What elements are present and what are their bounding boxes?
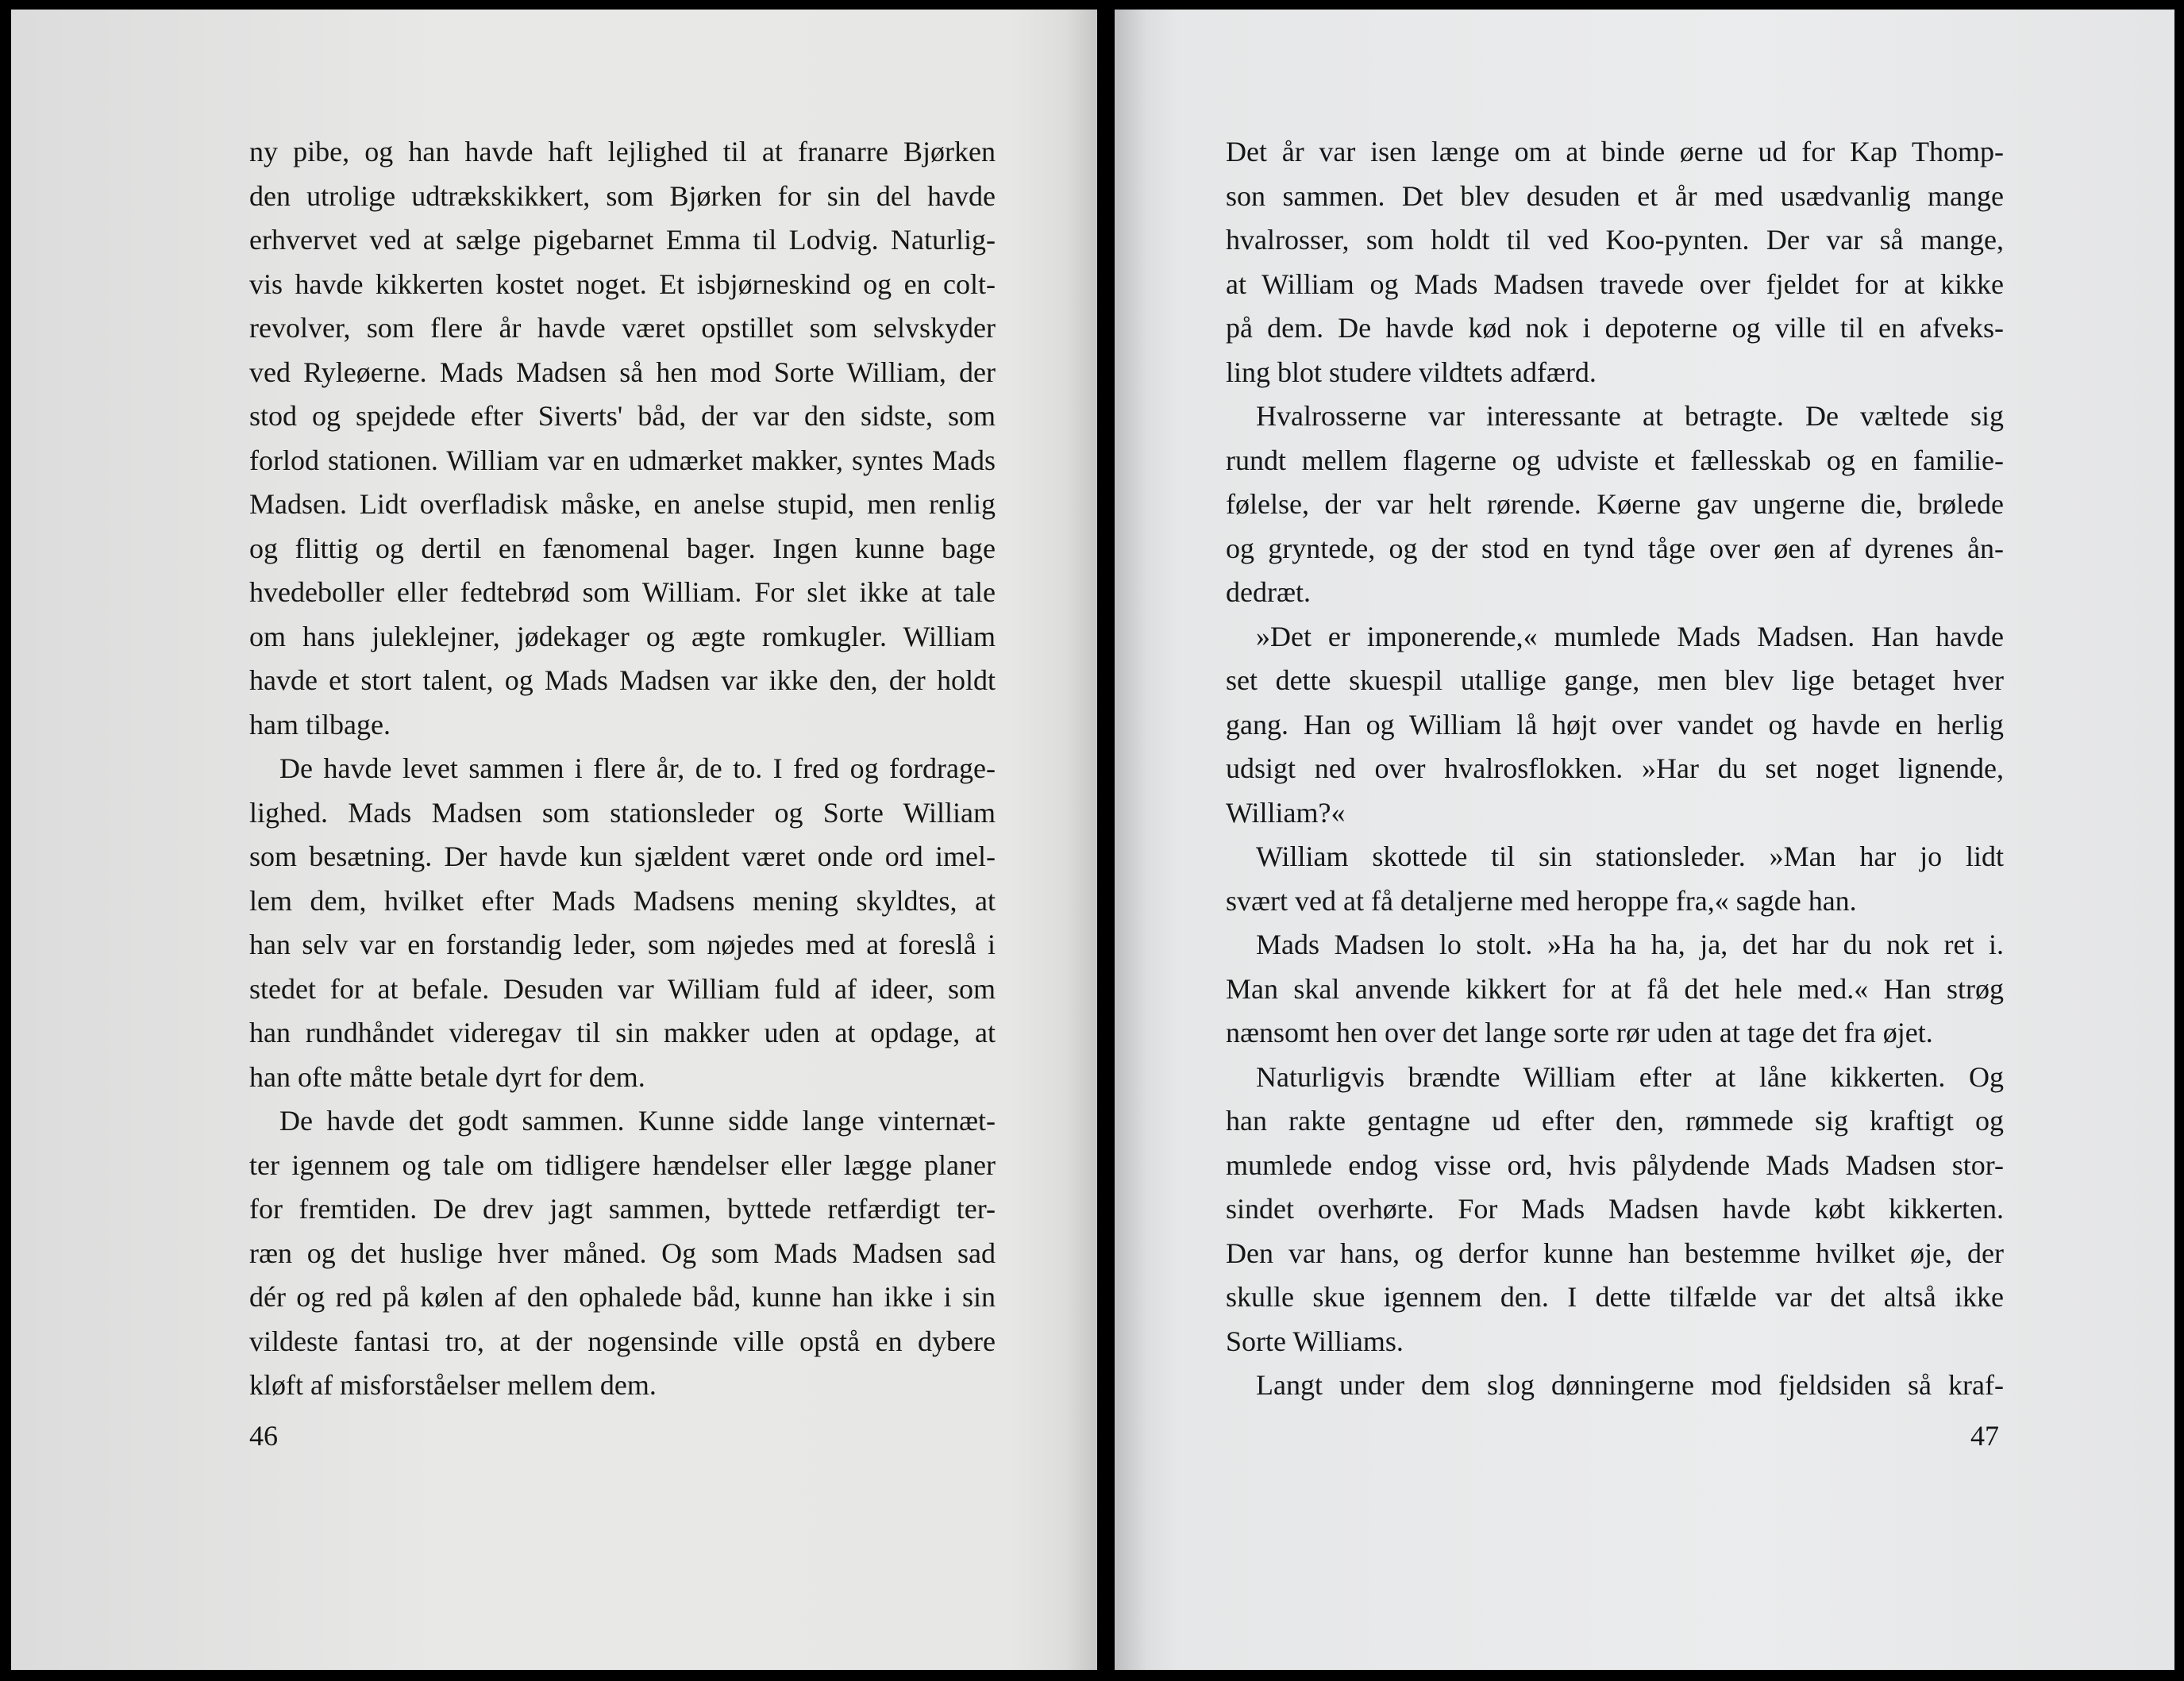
text-line: havde et stort talent, og Mads Madsen var ikke den, der holdt: [249, 664, 996, 696]
page-number: 46: [249, 1420, 278, 1452]
text-line: han rakte gentagne ud efter den, rømmede sig kraftigt og: [1226, 1105, 2004, 1137]
text-line: vis havde kikkerten kostet noget. Et isbjørneskind og en colt-: [249, 267, 996, 300]
text-line: Mads Madsen lo stolt. »Ha ha ha, ja, det har du nok ret i.: [1256, 929, 2004, 960]
text-line: stod og spejdede efter Siverts' båd, der var den sidste, som: [249, 400, 996, 432]
text-line: William?«: [1226, 796, 1346, 829]
text-line: kløft af misforståelser mellem dem.: [249, 1369, 657, 1401]
text-line: gang. Han og William lå højt over vandet og havde en herlig: [1226, 708, 2004, 740]
text-line: hvalrosser, som holdt til ved Koo-pynten. Der var så mange,: [1226, 224, 2004, 256]
text-line: Madsen. Lidt overfladisk måske, en anelse stupid, men renlig: [249, 488, 996, 520]
text-line: om hans juleklejner, jødekager og ægte romkugler. William: [249, 620, 996, 652]
text-line: son sammen. Det blev desuden et år med usædvanlig mange: [1226, 179, 2004, 212]
text-line: ter igennem og tale om tidligere hændelser eller lægge planer: [249, 1148, 996, 1181]
text-line: De havde levet sammen i flere år, de to. I fred og fordrage-: [279, 752, 996, 784]
text-line: for fremtiden. De drev jagt sammen, byttede retfærdigt ter-: [249, 1193, 996, 1225]
text-line: stedet for at befale. Desuden var William fuld af ideer, som: [249, 972, 996, 1005]
text-line: følelse, der var helt rørende. Køerne gav ungerne die, brølede: [1226, 488, 2004, 520]
text-line: nænsomt hen over det lange sorte rør uden at tage det fra øjet.: [1226, 1017, 1933, 1048]
text-line: og flittig og dertil en fænomenal bager. Ingen kunne bage: [249, 532, 996, 564]
text-line: vildeste fantasi tro, at der nogensinde ville opstå en dybere: [249, 1325, 996, 1357]
text-line: lighed. Mads Madsen som stationsleder og Sorte William: [249, 796, 996, 829]
text-line: at William og Mads Madsen travede over fjeldet for at kikke: [1226, 267, 2004, 300]
text-line: erhvervet ved at sælge pigebarnet Emma til Lodvig. Naturlig-: [249, 224, 996, 256]
text-line: skulle skue igennem den. I dette tilfælde var det altså ikke: [1226, 1281, 2004, 1313]
left-page-text: [249, 130, 996, 1408]
text-line: revolver, som flere år havde været opstillet som selvskyder: [249, 312, 996, 344]
text-line: han rundhåndet videregav til sin makker uden at opdage, at: [249, 1017, 996, 1048]
text-line: og gryntede, og der stod en tynd tåge over øen af dyrenes ån-: [1226, 532, 2004, 564]
text-line: Sorte Williams.: [1226, 1325, 1404, 1357]
text-line: »Det er imponerende,« mumlede Mads Madsen. Han havde: [1256, 620, 2004, 652]
text-line: De havde det godt sammen. Kunne sidde lange vinternæt-: [279, 1105, 996, 1137]
text-line: forlod stationen. William var en udmærket makker, syntes Mads: [249, 444, 996, 476]
text-line: ham tilbage.: [249, 708, 391, 740]
text-line: ling blot studere vildtets adfærd.: [1226, 356, 1597, 388]
text-line: han ofte måtte betale dyrt for dem.: [249, 1060, 645, 1093]
text-line: ræn og det huslige hver måned. Og som Mads Madsen sad: [249, 1237, 996, 1269]
text-line: ved Ryleøerne. Mads Madsen så hen mod Sorte William, der: [249, 356, 996, 388]
text-line: mumlede endog visse ord, hvis pålydende Mads Madsen stor-: [1226, 1148, 2004, 1181]
text-line: Den var hans, og derfor kunne han bestemme hvilket øje, der: [1226, 1237, 2004, 1269]
text-line: sindet overhørte. For Mads Madsen havde købt kikkerten.: [1226, 1193, 2004, 1225]
right-page: [1115, 10, 2174, 1670]
right-page-text: [1226, 130, 2004, 1408]
left-page: [11, 10, 1097, 1670]
gutter-shadow: [1115, 10, 1146, 1670]
text-line: som besætning. Der havde kun sjældent været onde ord imel-: [249, 840, 996, 872]
page-number: 47: [1970, 1420, 1999, 1452]
text-line: Langt under dem slog dønningerne mod fjeldsiden så kraf-: [1256, 1369, 2004, 1401]
text-line: på dem. De havde kød nok i depoterne og ville til en afveks-: [1226, 312, 2004, 344]
text-line: lem dem, hvilket efter Mads Madsens mening skyldtes, at: [249, 884, 996, 917]
text-line: den utrolige udtrækskikkert, som Bjørken for sin del havde: [249, 179, 996, 212]
text-line: Naturligvis brændte William efter at låne kikkerten. Og: [1256, 1060, 2004, 1093]
text-line: ny pibe, og han havde haft lejlighed til at franarre Bjørken: [249, 136, 996, 167]
text-line: dér og red på kølen af den ophalede båd, kunne han ikke i sin: [249, 1281, 996, 1313]
text-line: Det år var isen længe om at binde øerne ud for Kap Thomp-: [1226, 136, 2004, 167]
text-line: William skottede til sin stationsleder. »Man har jo lidt: [1256, 840, 2004, 872]
text-line: Hvalrosserne var interessante at betragte. De væltede sig: [1256, 400, 2004, 432]
text-line: rundt mellem flagerne og udviste et fællesskab og en familie-: [1226, 444, 2004, 476]
text-line: hvedeboller eller fedtebrød som William. For slet ikke at tale: [249, 576, 996, 608]
text-line: han selv var en forstandig leder, som nøjedes med at foreslå i: [249, 929, 996, 960]
text-line: dedræt.: [1226, 576, 1311, 608]
text-line: svært ved at få detaljerne med heroppe fra,« sagde han.: [1226, 884, 1857, 917]
text-line: Man skal anvende kikkert for at få det hele med.« Han strøg: [1226, 972, 2004, 1005]
gutter-shadow: [1065, 10, 1097, 1670]
text-line: udsigt ned over hvalrosflokken. »Har du set noget lignende,: [1226, 752, 2004, 784]
text-line: set dette skuespil utallige gange, men blev lige betaget hver: [1226, 664, 2004, 696]
